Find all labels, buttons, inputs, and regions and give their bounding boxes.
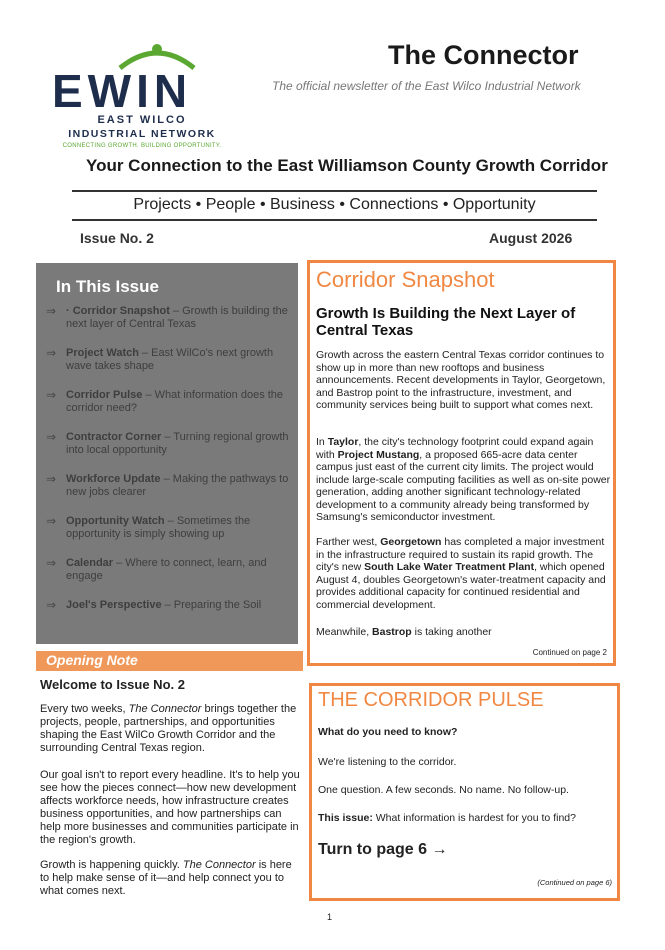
arrow-right-icon: ⇒: [46, 304, 57, 318]
corridor-snapshot-title: Corridor Snapshot: [316, 267, 495, 292]
snapshot-paragraph-4: Meanwhile, Bastrop is taking another: [316, 626, 492, 638]
toc-item-desc: – Growth is building the next layer of Central Texas: [66, 305, 288, 330]
divider-top: [72, 190, 597, 192]
arrow-right-icon: ⇒: [46, 472, 57, 486]
toc-item-desc: – Where to connect, learn, and engage: [66, 557, 267, 582]
opening-note-heading: Welcome to Issue No. 2: [40, 677, 185, 692]
logo-line-1: EAST WILCO: [97, 114, 187, 126]
ewin-logo: [52, 42, 237, 154]
pulse-line-3: This issue: What information is hardest for you to find?: [318, 812, 576, 824]
snapshot-paragraph-1: Growth across the eastern Central Texas corridor continues to show up in more than new rooftops and business announcements. Recent developments in Taylor, Georgetown, and Bastrop point to the infrastructure, investment, and community services being built to support what comes next.: [316, 349, 606, 411]
divider-bottom: [72, 219, 597, 221]
page-number: 1: [327, 912, 333, 922]
logo-tagline: CONNECTING GROWTH. BUILDING OPPORTUNITY.: [62, 143, 222, 149]
toc-item-desc: – Turning regional growth into local opportunity: [66, 431, 289, 456]
in-this-issue-title: In This Issue: [56, 277, 159, 296]
toc-item-desc: – What information does the corridor need?: [66, 389, 284, 414]
snapshot-paragraph-2: In Taylor, the city's technology footprint could expand again with Project Mustang, a proposed 665-acre data center campus just east of the current city limits. The project would include large-scale computing facilities as well as on-site power generation, adding another significant technology-related development to a community already being transformed by Samsung's semiconductor investment.: [316, 436, 611, 523]
snapshot-continued-link[interactable]: Continued on page 2: [532, 648, 607, 657]
masthead-tagline: Your Connection to the East Williamson County Growth Corridor: [86, 156, 608, 175]
toc-item-desc: – Preparing the Soil: [161, 599, 262, 611]
opening-note-paragraph-3: Growth is happening quickly. The Connector is here to help make sense of it—and help connect you to what comes next.: [40, 859, 292, 897]
in-this-issue-panel: [36, 263, 298, 644]
newsletter-subtitle: The official newsletter of the East Wilco Industrial Network: [272, 79, 581, 93]
topic-nav: Projects • People • Business • Connections • Opportunity: [133, 196, 536, 213]
toc-item-name: Corridor Pulse: [66, 389, 143, 401]
pulse-continued-link[interactable]: (Continued on page 6): [537, 878, 612, 887]
toc-item-name: Calendar: [66, 557, 114, 569]
opening-note-bar: [36, 651, 303, 671]
issue-date: August 2026: [489, 230, 573, 246]
corridor-pulse-box: [309, 683, 620, 901]
toc-item-name: Workforce Update: [66, 473, 161, 485]
pulse-line-2: One question. A few seconds. No name. No follow-up.: [318, 784, 569, 796]
turn-to-page-link[interactable]: Turn to page 6 →: [318, 841, 448, 858]
arrow-right-icon: ⇒: [46, 430, 57, 444]
pulse-question: What do you need to know?: [318, 726, 458, 738]
toc-item-name: Opportunity Watch: [66, 515, 165, 527]
newsletter-title: The Connector: [388, 40, 579, 70]
toc-item-desc: – East WilCo's next growth wave takes shape: [66, 347, 274, 372]
logo-line-2: INDUSTRIAL NETWORK: [68, 128, 216, 140]
issue-number: Issue No. 2: [80, 230, 154, 246]
toc-item-name: Joel's Perspective: [66, 599, 162, 611]
arrow-right-icon: ⇒: [46, 346, 57, 360]
arrow-right-icon: ⇒: [46, 598, 57, 612]
corridor-pulse-title: THE CORRIDOR PULSE: [318, 689, 544, 711]
opening-note-paragraph-2: Our goal isn't to report every headline. It's to help you see how the pieces connect—how new development affects workforce needs, how infrastructure creates business opportunities, and how partnerships can help more businesses and communities participate in the region's growth.: [40, 769, 300, 846]
logo-wordmark: EWIN: [52, 65, 193, 117]
arrow-right-icon: ⇒: [46, 514, 57, 528]
corridor-snapshot-box: [307, 260, 616, 666]
arrow-right-icon: ⇒: [46, 556, 57, 570]
toc-item-name: · Corridor Snapshot: [66, 305, 170, 317]
arrow-right-icon: ⇒: [46, 388, 57, 402]
snapshot-paragraph-3: Farther west, Georgetown has completed a major investment in the infrastructure required to sustain its rapid growth. The city's new South Lake Water Treatment Plant, which opened August 4, doubles Georgetown's water-treatment capacity and provides additional capacity for continued residential and commercial development.: [316, 536, 606, 611]
pulse-line-1: We're listening to the corridor.: [318, 756, 457, 768]
opening-note-paragraph-1: Every two weeks, The Connector brings together the projects, people, partnerships, and opportunities shaping the East WilCo Growth Corridor and the surrounding Central Texas region.: [40, 703, 297, 754]
toc-item-name: Project Watch: [66, 347, 139, 359]
toc-item-desc: – Sometimes the opportunity is simply showing up: [66, 515, 251, 540]
toc-item-name: Contractor Corner: [66, 431, 162, 443]
toc-item-desc: – Making the pathways to new jobs clearer: [66, 473, 289, 498]
opening-note-label: Opening Note: [46, 652, 138, 668]
corridor-snapshot-headline: Growth Is Building the Next Layer of Central Texas: [316, 305, 576, 339]
